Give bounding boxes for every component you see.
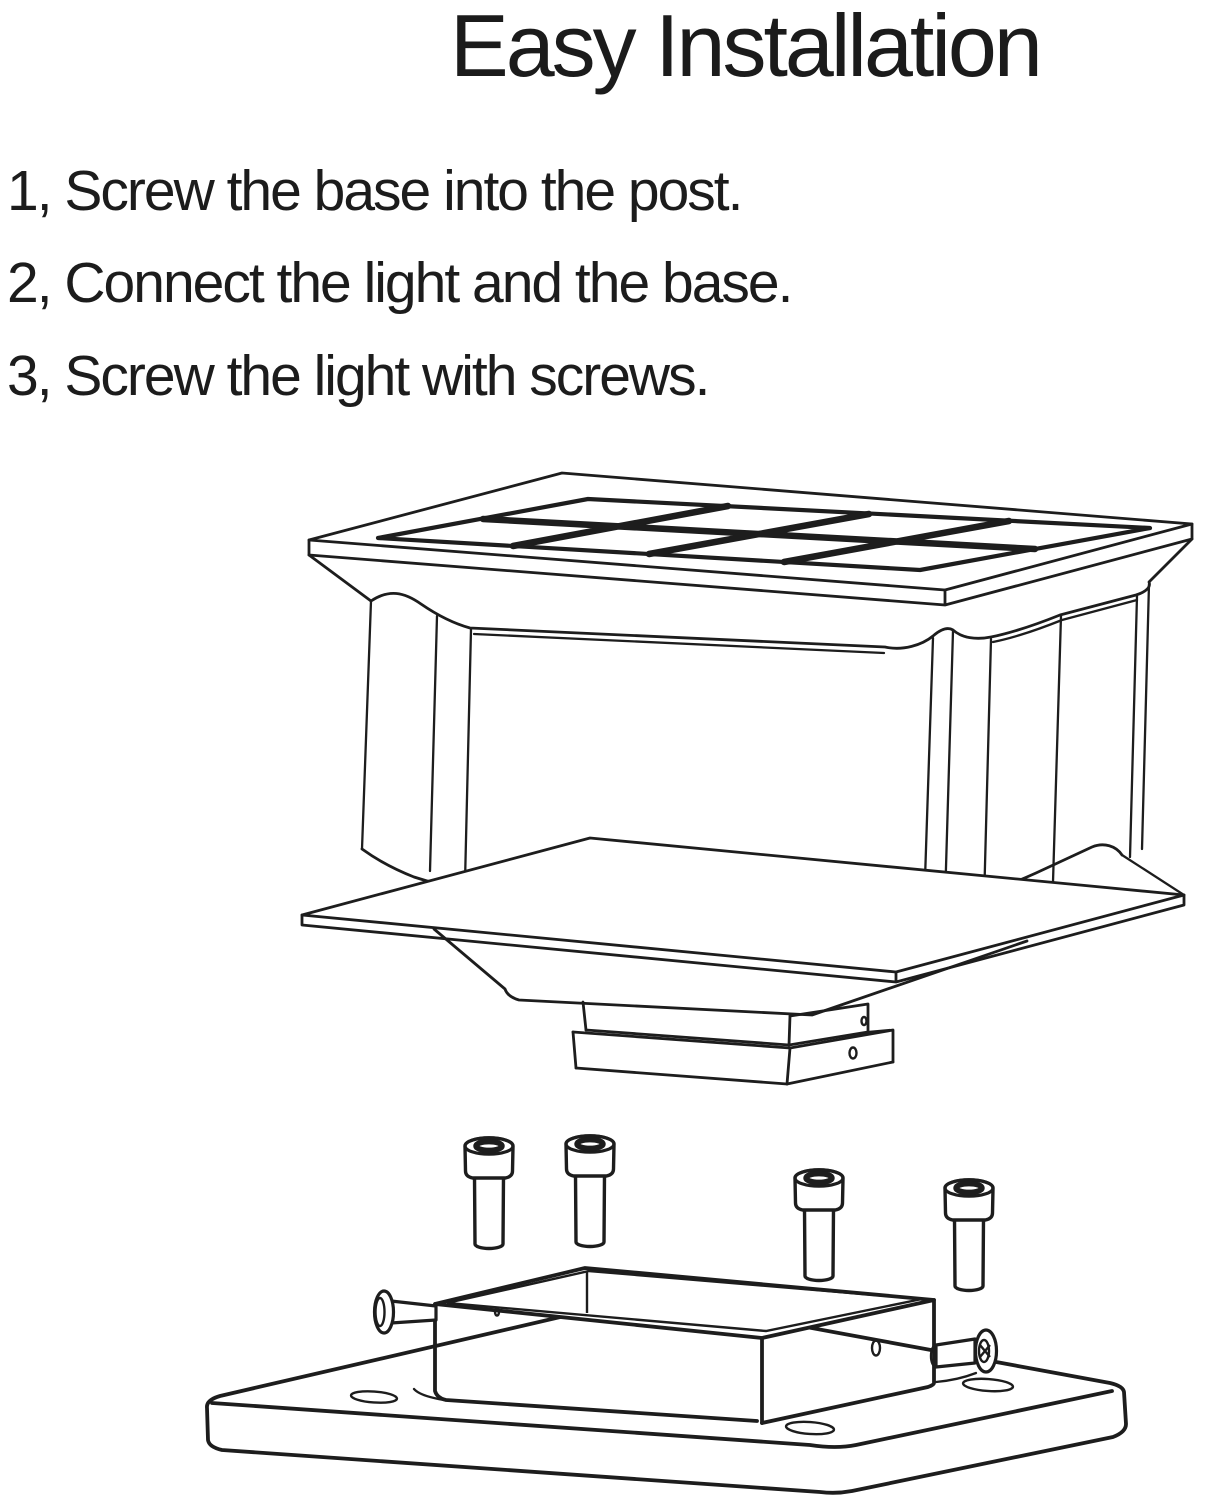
socket-head-screw-4: [945, 1180, 993, 1291]
socket-head-screw-3: [795, 1170, 843, 1281]
instruction-step-2: 2, Connect the light and the base.: [7, 251, 792, 315]
lamp-skirt: [302, 838, 1184, 982]
socket-head-screw-2: [566, 1136, 614, 1247]
base-assembly: [207, 1136, 1126, 1493]
page-title: Easy Installation: [450, 0, 1040, 95]
solar-post-cap-light: [302, 473, 1192, 1084]
instruction-step-1: 1, Screw the base into the post.: [7, 159, 742, 223]
solar-panel-grid: [309, 473, 1192, 605]
instruction-step-3: 3, Screw the light with screws.: [7, 344, 709, 408]
side-screw-left: [375, 1291, 437, 1333]
socket-head-screw-1: [465, 1138, 513, 1249]
side-screw-right: [931, 1330, 997, 1372]
